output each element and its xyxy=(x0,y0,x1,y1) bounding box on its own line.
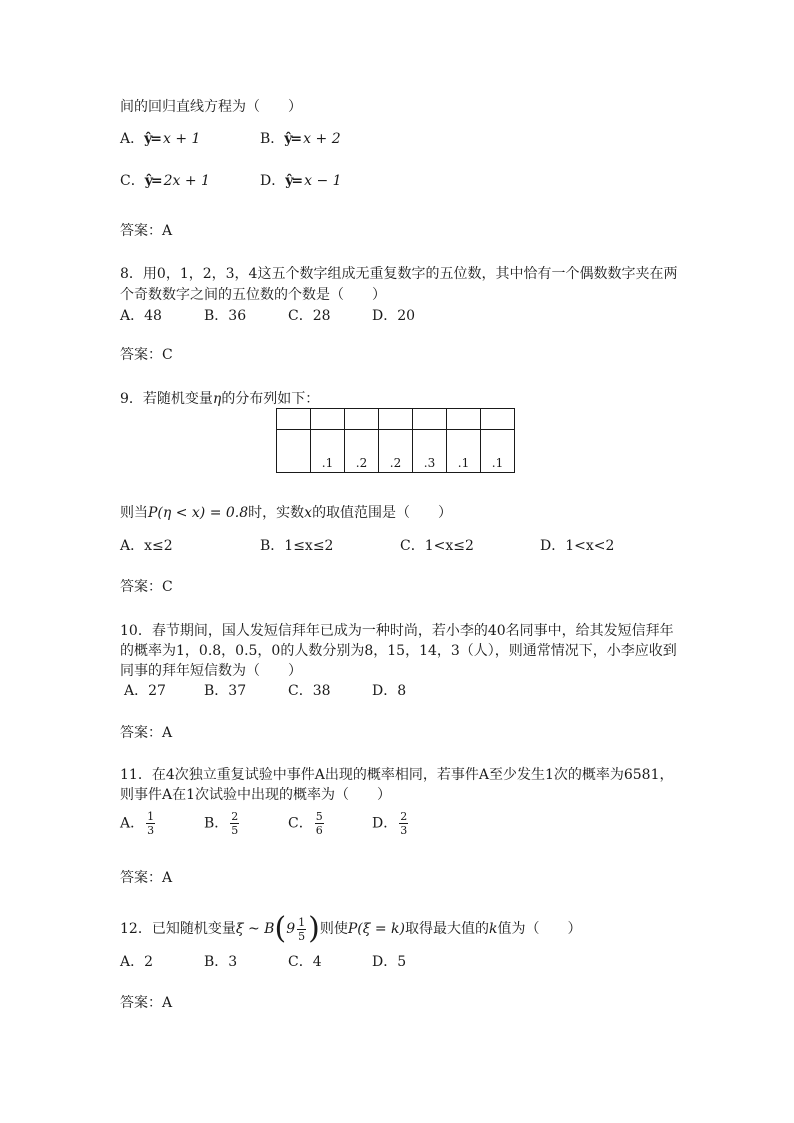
q12-stem-text: 取得最大值的 xyxy=(405,921,489,937)
fraction-denominator: 3 xyxy=(400,824,408,837)
table-cell: .3 xyxy=(413,430,447,473)
q12-option-a: A．2 xyxy=(120,954,154,970)
q12-stem-text: 则使 xyxy=(319,921,348,937)
q9-option-a: A．x≤2 xyxy=(120,538,173,554)
q7-option-c xyxy=(120,172,210,190)
q12-option-c: C．4 xyxy=(288,954,322,970)
fraction xyxy=(297,916,306,943)
q11-option-c xyxy=(288,810,326,837)
q7-option-b xyxy=(260,130,341,148)
q11-stem-line-2: 则事件A在1次试验中出现的概率为（ ） xyxy=(120,787,392,803)
q9-option-c: C．1<x≤2 xyxy=(400,538,474,554)
q9-condition-text: 的取值范围是（ ） xyxy=(312,505,453,521)
q8-option-d: D．20 xyxy=(372,308,416,324)
q10-option-c: C．38 xyxy=(288,683,331,699)
q12-k-variable: k xyxy=(489,921,498,937)
q7-stem: 间的回归直线方程为（ ） xyxy=(120,99,302,115)
open-paren: ( xyxy=(274,911,287,946)
q12-distribution: ξ ~ B xyxy=(235,921,275,937)
q8-option-c: C．28 xyxy=(288,308,331,324)
q10-option-b: B．37 xyxy=(204,683,247,699)
q9-stem-text: 的分布列如下： xyxy=(221,391,320,407)
q9-condition-expression: P(η < x) = 0.8 xyxy=(148,505,249,521)
table-cell xyxy=(277,430,311,473)
table-cell: .1 xyxy=(311,430,345,473)
q11-option-a xyxy=(120,810,157,837)
table-cell xyxy=(447,409,481,430)
q10-option-a: A．27 xyxy=(124,683,166,699)
q8-option-b: B．36 xyxy=(204,308,247,324)
q12-stem xyxy=(120,912,581,946)
table-cell xyxy=(413,409,447,430)
q10-option-d: D．8 xyxy=(372,683,407,699)
table-cell xyxy=(311,409,345,430)
option-letter: B． xyxy=(260,131,285,147)
q8-stem-line-2: 个奇数数字之间的五位数的个数是（ ） xyxy=(120,287,386,303)
q8-stem-line-1: 8．用0，1，2，3，4这五个数字组成无重复数字的五位数，其中恰有一个偶数数字夹在两 xyxy=(120,266,678,282)
q9-stem xyxy=(120,390,319,408)
q10-stem-line-3: 同事的拜年短信数为（ ） xyxy=(120,663,302,679)
option-letter: A． xyxy=(120,815,145,832)
option-expression: x + 1 xyxy=(163,131,201,147)
table-cell: .2 xyxy=(345,430,379,473)
table-cell xyxy=(481,409,515,430)
table-cell: .1 xyxy=(447,430,481,473)
y-hat-symbol: ŷ= xyxy=(285,173,302,189)
fraction xyxy=(146,810,155,837)
table-cell xyxy=(345,409,379,430)
option-expression: x + 2 xyxy=(303,131,341,147)
close-paren: ) xyxy=(308,911,320,946)
q7-answer: 答案：A xyxy=(120,223,173,239)
fraction xyxy=(315,810,324,837)
option-letter: C． xyxy=(288,815,313,832)
q10-stem-line-2: 的概率为1，0.8，0.5，0的人数分别为8，15，14，3（人），则通常情况下，小李应收到 xyxy=(120,643,677,659)
q9-variable: η xyxy=(212,391,222,407)
fraction-numerator: 2 xyxy=(400,810,408,823)
y-hat-symbol: ŷ= xyxy=(284,131,301,147)
q11-answer: 答案：A xyxy=(120,870,173,886)
option-letter: D． xyxy=(372,815,398,832)
q8-answer: 答案：C xyxy=(120,347,173,363)
q7-option-a xyxy=(120,130,200,148)
q11-option-d xyxy=(372,810,410,837)
table-row xyxy=(277,409,515,430)
q11-stem-line-1: 11．在4次独立重复试验中事件A出现的概率相同，若事件A至少发生1次的概率为6581， xyxy=(120,767,674,783)
q9-condition-variable: x xyxy=(304,505,313,521)
q12-stem-text: 值为（ ） xyxy=(497,921,582,937)
q10-stem-line-1: 10．春节期间，国人发短信拜年已成为一种时尚，若小李的40名同事中，给其发短信拜年 xyxy=(120,623,674,639)
option-letter: C． xyxy=(120,173,145,189)
q10-answer: 答案：A xyxy=(120,725,173,741)
fraction-numerator: 2 xyxy=(231,810,239,823)
q9-stem-text: 9．若随机变量 xyxy=(120,391,213,407)
q12-n-value: 9 xyxy=(286,921,296,937)
q11-option-b xyxy=(204,810,241,837)
fraction-denominator: 3 xyxy=(147,824,155,837)
fraction xyxy=(230,810,239,837)
q8-option-a: A．48 xyxy=(120,308,162,324)
table-cell xyxy=(277,409,311,430)
q12-answer: 答案：A xyxy=(120,995,173,1011)
y-hat-symbol: ŷ= xyxy=(144,131,160,147)
fraction-numerator: 1 xyxy=(147,810,155,823)
q9-option-b: B．1≤x≤2 xyxy=(260,538,334,554)
fraction-numerator: 5 xyxy=(315,810,323,823)
table-cell: .2 xyxy=(379,430,413,473)
q9-condition xyxy=(120,504,452,522)
q12-option-b: B．3 xyxy=(204,954,238,970)
fraction-numerator: 1 xyxy=(298,915,306,929)
table-cell: .1 xyxy=(481,430,515,473)
q12-option-d: D．5 xyxy=(372,954,407,970)
q7-option-d xyxy=(260,172,342,190)
distribution-table xyxy=(276,408,515,473)
q9-answer: 答案：C xyxy=(120,579,173,595)
fraction-denominator: 5 xyxy=(231,824,239,837)
fraction-denominator: 5 xyxy=(298,929,306,943)
q12-probability: P(ξ = k) xyxy=(347,921,405,937)
table-cell xyxy=(379,409,413,430)
option-expression: 2x + 1 xyxy=(163,173,210,189)
option-expression: x − 1 xyxy=(304,173,342,189)
q12-stem-text: 12．已知随机变量 xyxy=(120,921,236,937)
y-hat-symbol: ŷ= xyxy=(144,173,161,189)
q9-condition-text: 则当 xyxy=(120,505,148,521)
fraction-denominator: 6 xyxy=(315,824,323,837)
q9-option-d: D．1<x<2 xyxy=(540,538,615,554)
option-letter: B． xyxy=(204,815,229,832)
option-letter: D． xyxy=(260,173,286,189)
q9-condition-text: 时，实数 xyxy=(248,505,305,521)
table-row xyxy=(277,430,515,473)
fraction xyxy=(399,810,408,837)
option-letter: A． xyxy=(120,131,145,147)
